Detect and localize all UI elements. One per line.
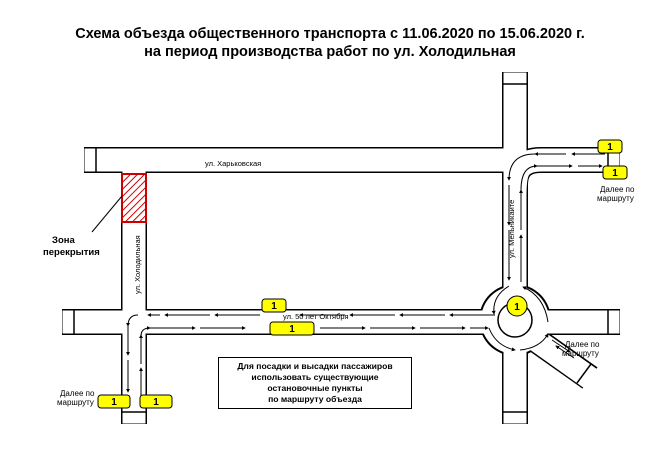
svg-text:1: 1 <box>271 301 277 312</box>
continue-label-east-line2: маршруту <box>597 194 634 203</box>
svg-text:1: 1 <box>153 397 159 408</box>
svg-text:1: 1 <box>289 324 295 335</box>
passenger-note <box>218 357 412 409</box>
closure-zone-leader <box>92 196 122 232</box>
svg-text:1: 1 <box>607 142 613 153</box>
map-title-line1: Схема объезда общественного транспорта с 11.06.2020 по 15.06.2020 г. <box>75 26 585 42</box>
route-badge <box>270 322 314 335</box>
route-badge <box>140 395 172 408</box>
passenger-note-line: использовать существующие <box>251 372 379 382</box>
passenger-note-line: Для посадки и высадки пассажиров <box>237 361 393 371</box>
map-title-line2: на период производства работ по ул. Холодильная <box>144 44 516 60</box>
route-badge <box>507 296 527 316</box>
route-badge <box>598 140 622 153</box>
passenger-note-line: остановочные пункты <box>267 383 363 393</box>
svg-text:1: 1 <box>111 397 117 408</box>
continue-label-sw-line1: Далее по <box>60 389 95 398</box>
closure-zone-hatch <box>122 174 146 222</box>
street-kholodilnaya: ул. Холодильная <box>133 235 142 294</box>
street-50-let-oktyabrya: ул. 50 лет Октября <box>283 312 349 321</box>
closure-zone-label-line2: перекрытия <box>43 247 100 258</box>
continue-label-se-line2: маршруту <box>562 349 599 358</box>
route-badge <box>262 299 286 312</box>
street-melnikayte: ул. Мельникайте <box>507 199 516 258</box>
street-kharkovskaya: ул. Харьковская <box>205 159 262 168</box>
route-badge <box>98 395 130 408</box>
passenger-note-line: по маршруту объезда <box>268 394 362 404</box>
closure-zone-label-line1: Зона <box>52 235 75 246</box>
continue-label-east-line1: Далее по <box>600 185 635 194</box>
svg-text:1: 1 <box>612 168 618 179</box>
continue-label-se-line1: Далее по <box>565 340 600 349</box>
route-badge <box>603 166 627 179</box>
continue-label-sw-line2: маршруту <box>57 398 94 407</box>
svg-text:1: 1 <box>514 302 520 313</box>
